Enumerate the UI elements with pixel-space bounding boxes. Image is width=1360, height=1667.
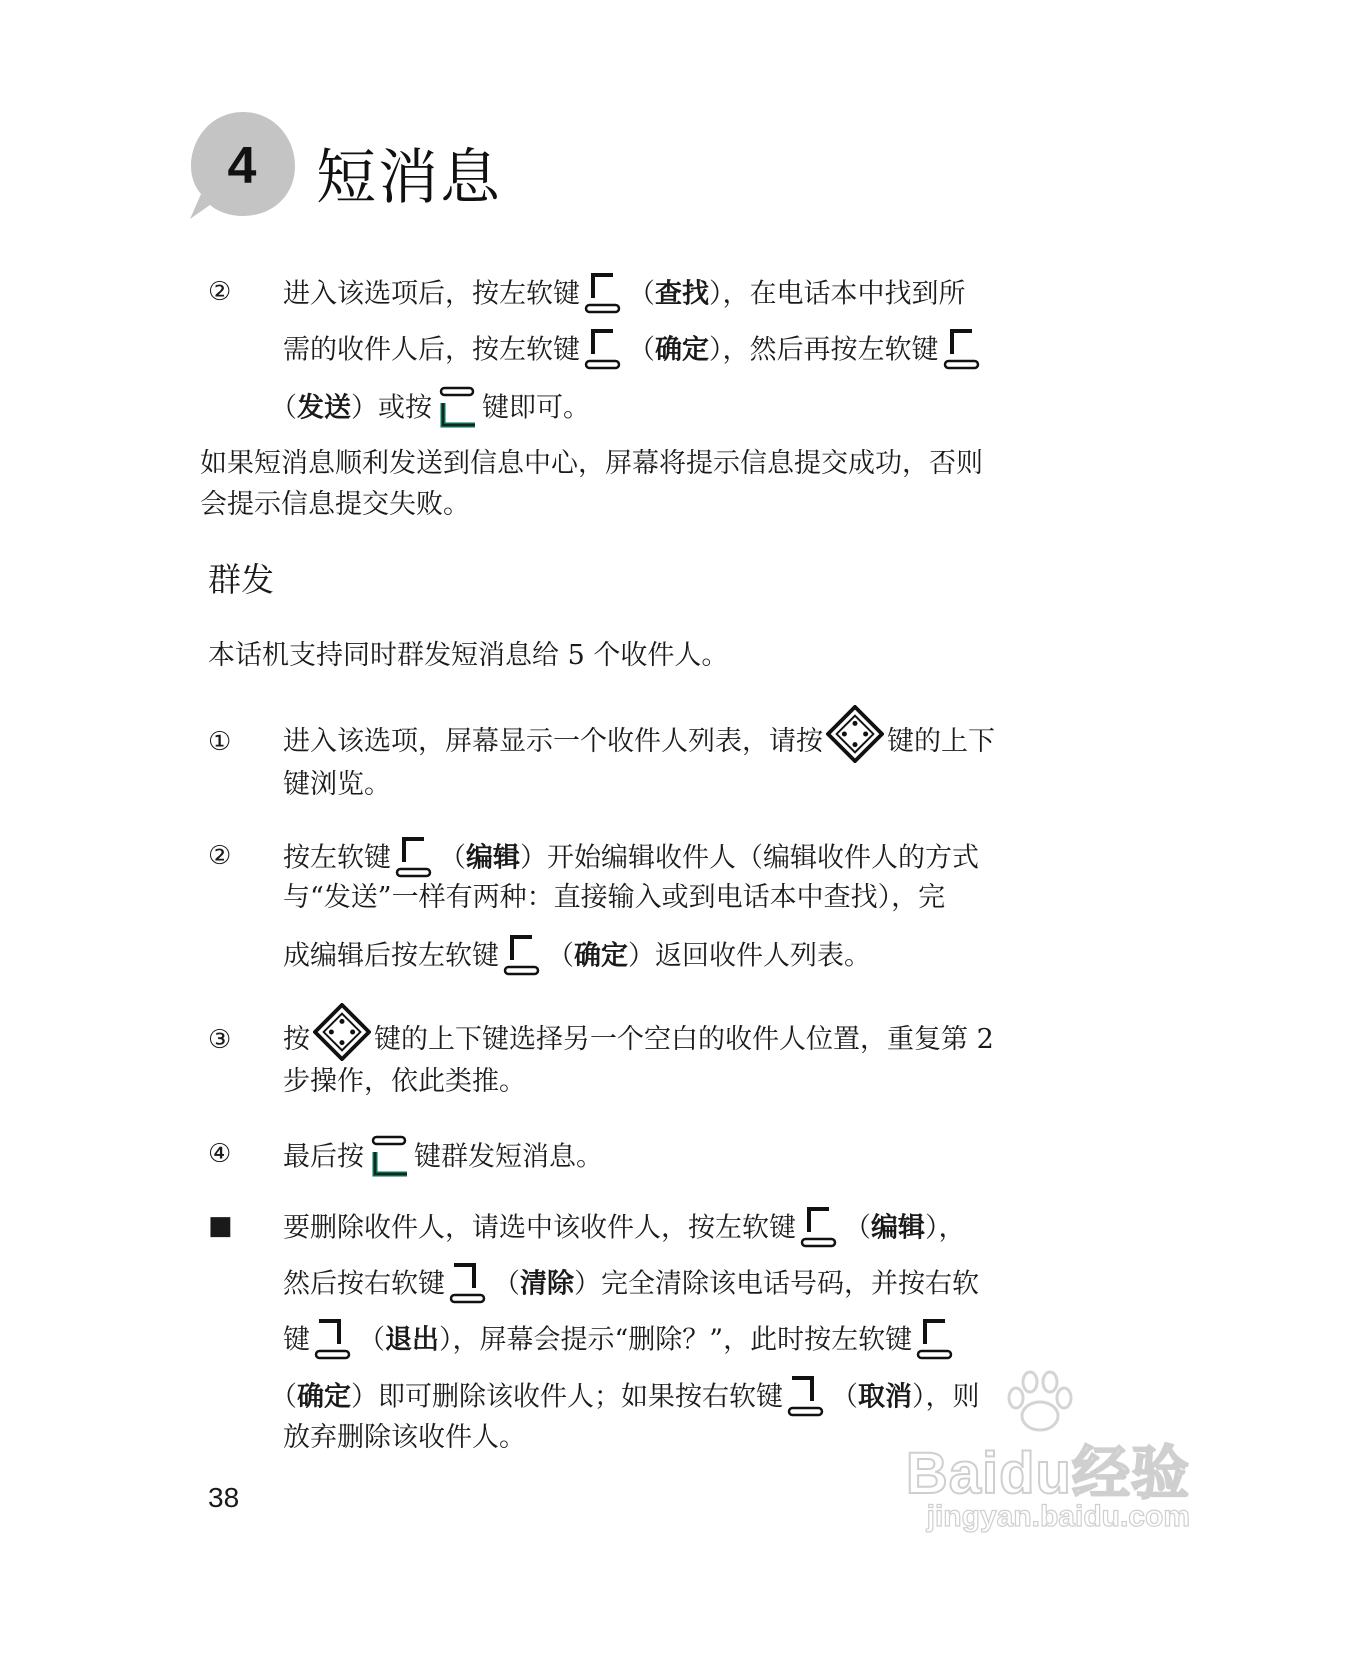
step-marker: ② [208,277,232,307]
text-line: 键 （退出），屏幕会提示“删除？”，此时按左软键 [283,1318,960,1364]
text-line: 按 键的上下键选择另一个空白的收件人位置，重复第 2 [283,1020,994,1061]
text-line: 成编辑后按左软键 （确定）返回收件人列表。 [283,934,871,980]
text-line: （发送）或按 键即可。 [270,385,590,433]
send-key-icon [435,385,479,433]
text-line: 按左软键 （编辑）开始编辑收件人（编辑收件人的方式 [283,836,979,882]
text-line: 要删除收件人，请选中该收件人，按左软键 （编辑）， [283,1206,966,1252]
text-line: 进入该选项后，按左软键 （查找），在电话本中找到所 [283,272,966,318]
chapter-number: 4 [227,137,257,195]
text-line: 需的收件人后，按左软键 （确定），然后再按左软键 [283,328,987,374]
step-marker: ② [208,841,232,871]
note-line: 如果短消息顺利发送到信息中心，屏幕将提示信息提交成功，否则 [200,448,983,479]
left-soft-key-icon [583,328,625,374]
send-key-icon [367,1134,411,1182]
step-marker: ① [208,727,232,757]
left-soft-key-icon [583,272,625,318]
note-line: 会提示信息提交失败。 [200,489,470,520]
step-marker: ③ [208,1025,232,1055]
navigation-key-icon [313,1003,371,1061]
tip-marker: ■ [208,1211,233,1241]
right-soft-key-icon [448,1262,490,1308]
navigation-key-icon [826,705,884,763]
left-soft-key-icon [394,836,436,882]
text-line: （确定）即可删除该收件人；如果按右软键 （取消），则 [270,1375,980,1421]
left-soft-key-icon [502,934,544,980]
text-line: 与“发送”一样有两种：直接输入或到电话本中查找），完 [283,882,946,913]
watermark-brand: Baidu经验 [905,1441,1190,1506]
watermark-url: jingyan.baidu.com [926,1500,1190,1533]
text-line: 然后按右软键 （清除）完全清除该电话号码，并按右软 [283,1262,979,1308]
text-line: 进入该选项，屏幕显示一个收件人列表，请按 键的上下 [283,722,995,763]
text-line: 最后按 键群发短消息。 [283,1134,603,1182]
step-marker: ④ [208,1139,232,1169]
text-line: 步操作，依此类推。 [283,1066,526,1097]
left-soft-key-icon [915,1318,957,1364]
section-title: 群发 [208,560,274,599]
text-line: 放弃删除该收件人。 [283,1422,526,1453]
right-soft-key-icon [313,1318,355,1364]
chapter-title: 短消息 [316,143,502,213]
left-soft-key-icon [799,1206,841,1252]
section-intro: 本话机支持同时群发短消息给 5 个收件人。 [208,640,729,671]
text-line: 键浏览。 [283,769,391,800]
left-soft-key-icon [942,328,984,374]
right-soft-key-icon [786,1375,828,1421]
page-number: 38 [208,1482,240,1513]
